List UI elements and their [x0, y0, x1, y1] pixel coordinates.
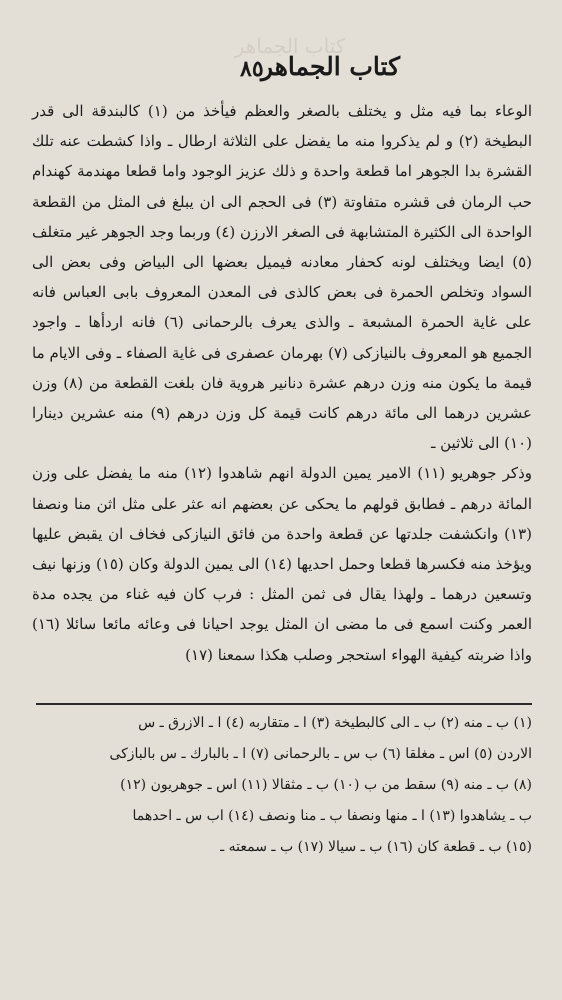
footnotes [36, 708, 532, 863]
footnote-line: (١) ب ـ منه (٢) ب ـ الى كالبطيخة (٣) ا ـ متقاربه (٤) ا ـ الازرق ـ س [138, 715, 532, 731]
footnote-line: ب ـ يشاهدوا (١٣) ا ـ منها ونصفا ب ـ منا ونصف (١٤) اب س ـ احدهما [132, 808, 532, 824]
footnote-line: (١٥) ب ـ قطعة كان (١٦) ب ـ سيالا (١٧) ب ـ سمعته ـ [220, 839, 532, 855]
page-header [40, 52, 520, 92]
footnote-line: (٨) ب ـ منه (٩) سقط من ب (١٠) ب ـ مثقالا (١١) اس ـ جوهريون (١٢) [120, 777, 532, 793]
page-number: ٨٥ [240, 56, 264, 82]
running-title: كتاب الجماهر [260, 52, 400, 81]
main-text [32, 96, 532, 670]
paragraph: الوعاء بما فيه مثل و يختلف بالصغر والعظم فيأخذ من (١) كالبندقة الى قدر البطيخة (٢) و لم يذكروا منه ما يفضل على الثلاثة ارطال ـ واذا كشطت عنه تلك القشرة بدا الجوهر اما قطعة واحدة و ذلك عزيز الوجود واما قطعا مهندمة كهندام حب الرمان فى قشره متفاوتة (٣) فى الحجم الى ان يبلغ فى المثل من القطعة الواحدة الى الكثيرة المتشابهة فى الصغر الارزن (٤) وربما وجد الجوهر غير متغلف (٥) ايضا ويختلف لونه كحفار معادنه فيميل بعضها الى البياض وفى بعض الى السواد وتخلص الحمرة فى بعض كالذى فى المعدن المعروف بابى العباس فانه على غاية الحمرة المشبعة ـ والذى يعرف بالرحمانى (٦) فانه اردأها ـ واجود الجميع هو المعروف بالنيازكى (٧) بهرمان عصفرى فى غاية الصفاء ـ وفى الايام ما قيمة ما يكون منه وزن درهم عشرة دنانير هروية فان بلغت القطعة من (٨) وزن عشرين درهما الى مائة درهم كانت قيمة كل وزن درهم (٩) منه عشرين دينارا (١٠) الى ثلاثين ـ [32, 102, 533, 453]
show-through-text: كتاب الجماهر [234, 34, 346, 58]
paragraph: وذكر جوهريو (١١) الامير يمين الدولة انهم شاهدوا (١٢) منه ما يفضل على وزن المائة درهم ـ فطابق قولهم ما يحكى عن بعضهم انه عثر على مثل اثن منا ونصفا (١٣) وانكشفت جلدتها عن قطعة واحدة من فائق النيازكى فخاف ان يقبض عليها ويؤخذ منه فكسرها قطعا وحمل احديها (١٤) الى يمين الدولة وكان (١٥) وزنها نيف وتسعين درهما ـ ولهذا يقال فى ثمن المثل : فرب كان فيه غناء من يجده مدة العمر وكنت اسمع فى ما مضى ان المثل يوجد احيانا فى وعائه مائعا سائلا (١٦) واذا ضربته كيفية الهواء استحجر وصلب هكذا سمعنا (١٧) [32, 464, 532, 664]
footnote-line: الاردن (٥) اس ـ مغلقا (٦) ب س ـ بالرحمانى (٧) ا ـ بالبارك ـ س بالبازكى [109, 746, 532, 762]
footnote-separator [36, 703, 532, 705]
